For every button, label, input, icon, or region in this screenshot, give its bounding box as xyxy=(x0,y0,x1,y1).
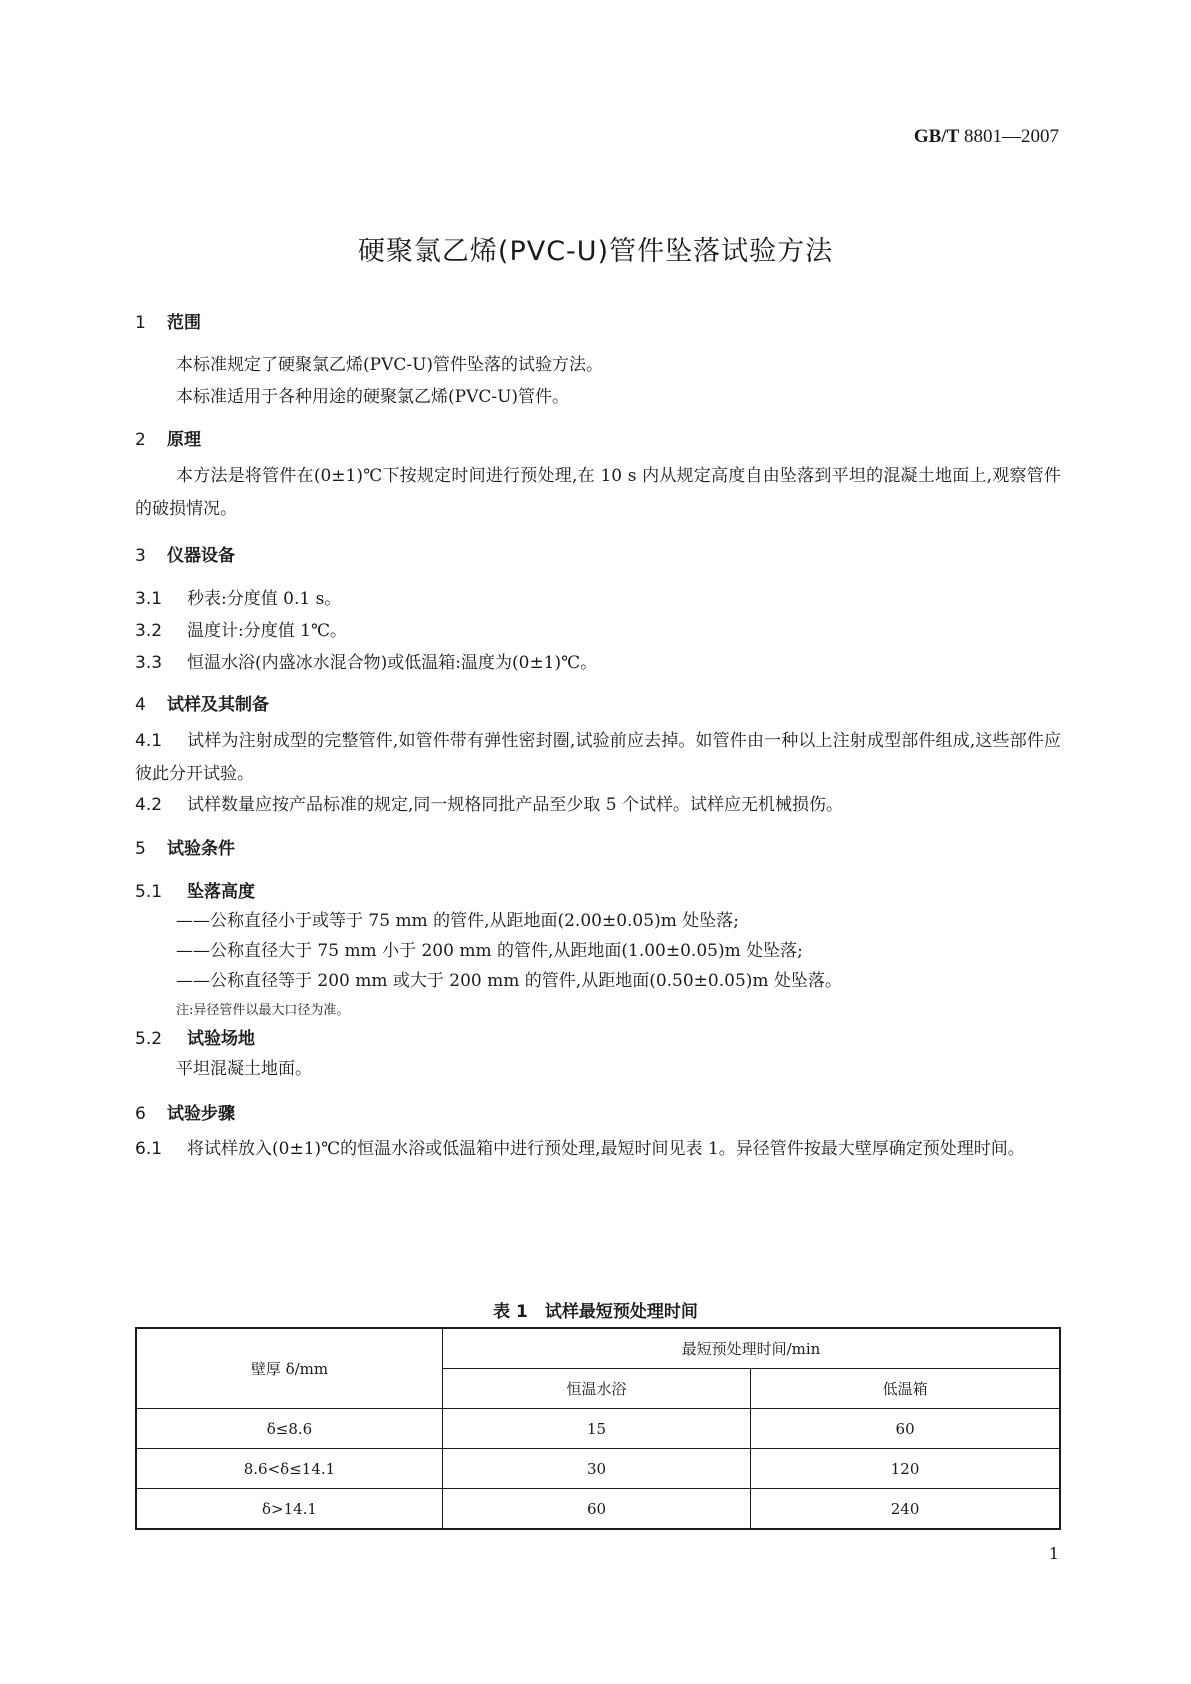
section-5-heading xyxy=(135,834,235,859)
section-title: 试验条件 xyxy=(167,839,235,859)
test-site-text: 平坦混凝土地面。 xyxy=(176,1059,312,1079)
cell-wall: δ≤8.6 xyxy=(136,1409,442,1449)
table-row xyxy=(136,1489,1060,1530)
pretreatment-time-table xyxy=(135,1327,1061,1530)
section-1-heading xyxy=(135,308,201,333)
section-number: 5 xyxy=(135,839,146,859)
standard-number xyxy=(914,126,1059,148)
header-wall-thickness: 壁厚 δ/mm xyxy=(136,1328,442,1409)
section-1-paragraph-1: 本标准规定了硬聚氯乙烯(PVC-U)管件坠落的试验方法。 xyxy=(176,355,604,375)
table-row xyxy=(136,1449,1060,1489)
section-title: 原理 xyxy=(167,430,201,450)
item-5-1-heading xyxy=(135,877,255,902)
drop-height-item-1: ——公称直径小于或等于 75 mm 的管件,从距地面(2.00±0.05)m 处坠落; xyxy=(176,911,739,931)
item-3-3 xyxy=(135,648,597,673)
section-2-heading xyxy=(135,425,201,450)
section-6-heading xyxy=(135,1099,235,1124)
item-title: 坠落高度 xyxy=(187,882,255,902)
table-header-row xyxy=(136,1328,1060,1369)
item-number: 5.2 xyxy=(135,1029,163,1049)
item-number: 5.1 xyxy=(135,882,163,902)
table-row xyxy=(136,1409,1060,1449)
cell-box: 240 xyxy=(751,1489,1060,1530)
standard-code: 8801—2007 xyxy=(964,126,1059,147)
note: 注:异径管件以最大口径为准。 xyxy=(176,1003,350,1018)
item-text: 秒表:分度值 0.1 s。 xyxy=(187,589,342,609)
item-text: 恒温水浴(内盛冰水混合物)或低温箱:温度为(0±1)℃。 xyxy=(187,653,598,673)
header-water-bath: 恒温水浴 xyxy=(442,1369,750,1409)
section-number: 6 xyxy=(135,1104,146,1124)
item-6-1 xyxy=(135,1133,1061,1166)
header-min-time: 最短预处理时间/min xyxy=(442,1328,1060,1369)
section-4-heading xyxy=(135,690,269,715)
page-number: 1 xyxy=(1048,1544,1059,1563)
table-caption: 表 1 试样最短预处理时间 xyxy=(493,1302,698,1322)
cell-box: 120 xyxy=(751,1449,1060,1489)
item-3-1 xyxy=(135,584,341,609)
cell-bath: 60 xyxy=(442,1489,750,1530)
cell-box: 60 xyxy=(751,1409,1060,1449)
item-text: 试样为注射成型的完整管件,如管件带有弹性密封圈,试验前应去掉。如管件由一种以上注射成型部件组成,这些部件应彼此分开试验。 xyxy=(135,731,1061,784)
section-title: 试样及其制备 xyxy=(167,695,269,715)
item-text: 温度计:分度值 1℃。 xyxy=(187,621,347,641)
item-5-2-heading xyxy=(135,1024,255,1049)
item-4-2 xyxy=(135,790,843,815)
section-number: 3 xyxy=(135,546,146,566)
drop-height-item-2: ——公称直径大于 75 mm 小于 200 mm 的管件,从距地面(1.00±0.05)m 处坠落; xyxy=(176,941,803,961)
item-4-1 xyxy=(135,725,1061,791)
section-title: 仪器设备 xyxy=(167,546,235,566)
section-number: 4 xyxy=(135,695,146,715)
cell-bath: 30 xyxy=(442,1449,750,1489)
item-text: 将试样放入(0±1)℃的恒温水浴或低温箱中进行预处理,最短时间见表 1。异径管件按最大壁厚确定预处理时间。 xyxy=(187,1139,1025,1159)
item-number: 6.1 xyxy=(135,1139,163,1159)
cell-wall: 8.6<δ≤14.1 xyxy=(136,1449,442,1489)
section-2-paragraph: 本方法是将管件在(0±1)℃下按规定时间进行预处理,在 10 s 内从规定高度自由坠落到平坦的混凝土地面上,观察管件的破损情况。 xyxy=(135,466,1061,519)
section-title: 范围 xyxy=(167,313,201,333)
cell-wall: δ>14.1 xyxy=(136,1489,442,1530)
section-number: 1 xyxy=(135,313,146,333)
section-1-paragraph-2: 本标准适用于各种用途的硬聚氯乙烯(PVC-U)管件。 xyxy=(176,387,570,407)
header-low-temp-box: 低温箱 xyxy=(751,1369,1060,1409)
standard-prefix: GB/T xyxy=(913,126,960,147)
item-number: 3.3 xyxy=(135,653,163,673)
cell-bath: 15 xyxy=(442,1409,750,1449)
item-3-2 xyxy=(135,616,347,641)
drop-height-item-3: ——公称直径等于 200 mm 或大于 200 mm 的管件,从距地面(0.50±0.05)m 处坠落。 xyxy=(176,971,842,991)
section-3-heading xyxy=(135,541,235,566)
section-number: 2 xyxy=(135,430,146,450)
item-title: 试验场地 xyxy=(187,1029,255,1049)
item-number: 4.1 xyxy=(135,731,163,751)
document-title: 硬聚氯乙烯(PVC-U)管件坠落试验方法 xyxy=(357,236,834,267)
item-text: 试样数量应按产品标准的规定,同一规格同批产品至少取 5 个试样。试样应无机械损伤。 xyxy=(187,795,844,815)
item-number: 3.1 xyxy=(135,589,163,609)
item-number: 3.2 xyxy=(135,621,163,641)
section-title: 试验步骤 xyxy=(167,1104,235,1124)
item-number: 4.2 xyxy=(135,795,163,815)
